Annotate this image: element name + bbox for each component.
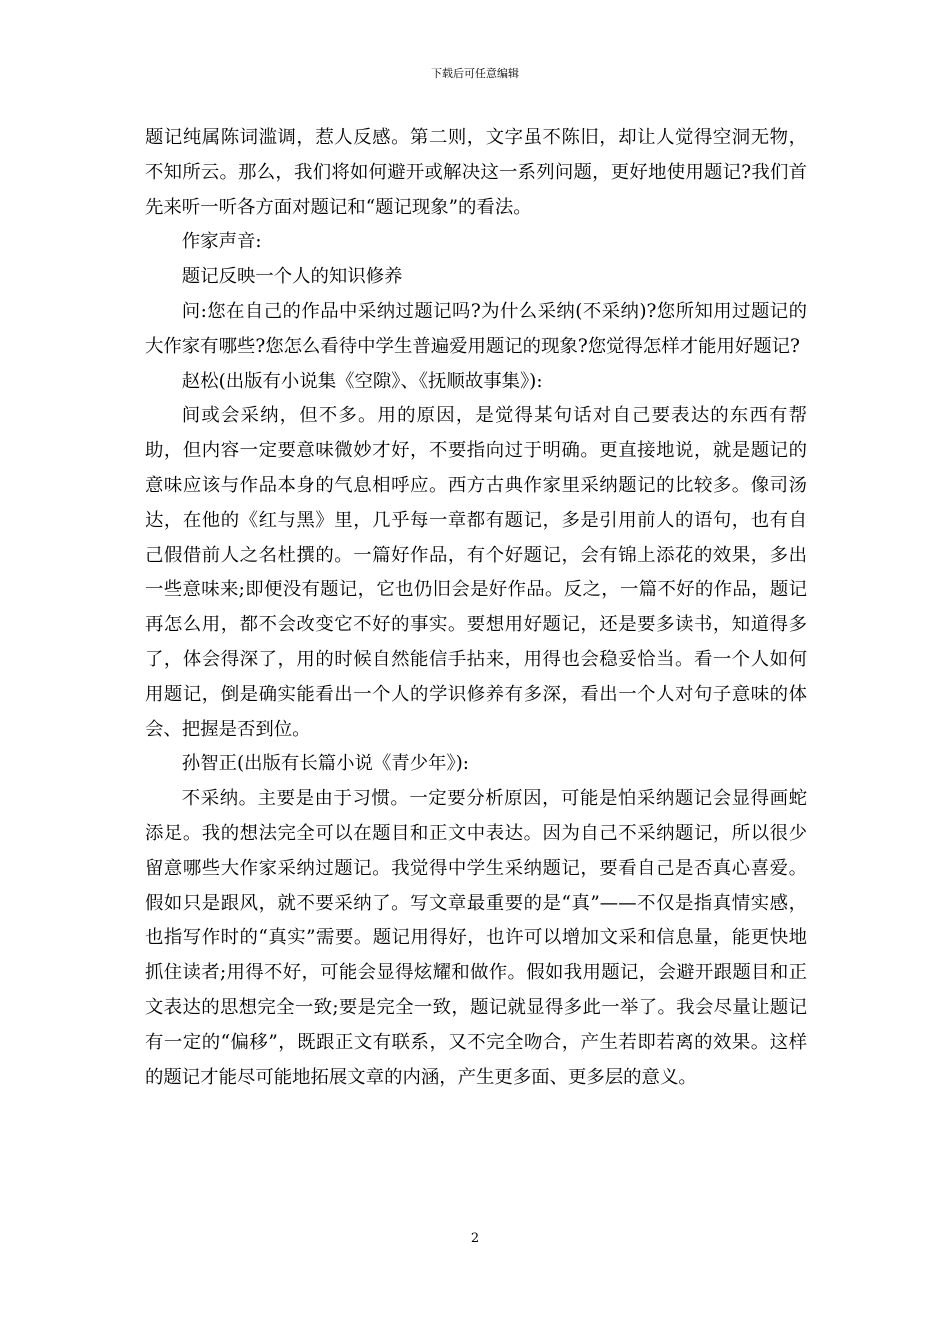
speaker-zhao-song: 赵松(出版有小说集《空隙》、《抚顺故事集》):: [181, 370, 543, 392]
document-body: [145, 121, 807, 1095]
paragraph-question: 问:您在自己的作品中采纳过题记吗?为什么采纳(不采纳)?您所知用过题记的大作家有哪些?您怎么看待中学生普遍爱用题记的现象?您觉得怎样才能用好题记?: [145, 300, 807, 357]
section-heading: 题记反映一个人的知识修养: [181, 266, 403, 288]
section-label-writer-voices: 作家声音:: [181, 231, 262, 253]
paragraph-intro-continuation: 题记纯属陈词滥调，惹人反感。第二则，文字虽不陈旧，却让人觉得空洞无物，不知所云。那么，我们将如何避开或解决这一系列问题，更好地使用题记?我们首先来听一听各方面对题记和“题记现象”的看法。: [145, 127, 807, 218]
page-header: 下载后可任意编辑: [431, 67, 519, 80]
paragraph-zhao-song-answer: 间或会采纳，但不多。用的原因，是觉得某句话对自己要表达的东西有帮助，但内容一定要意味微妙才好，不要指向过于明确。更直接地说，就是题记的意味应该与作品本身的气息相呼应。西方古典作家里采纳题记的比较多。像司汤达，在他的《红与黑》里，几乎每一章都有题记，多是引用前人的语句，也有自己假借前人之名杜撰的。一篇好作品，有个好题记，会有锦上添花的效果，多出一些意味来;即便没有题记，它也仍旧会是好作品。反之，一篇不好的作品，题记再怎么用，都不会改变它不好的事实。要想用好题记，还是要多读书，知道得多了，体会得深了，用的时候自然能信手拈来，用得也会稳妥恰当。看一个人如何用题记，倒是确实能看出一个人的学识修养有多深，看出一个人对句子意味的体会、把握是否到位。: [145, 405, 807, 740]
page-number: 2: [470, 1231, 480, 1246]
paragraph-sun-zhizheng-answer: 不采纳。主要是由于习惯。一定要分析原因，可能是怕采纳题记会显得画蛇添足。我的想法完全可以在题目和正文中表达。因为自己不采纳题记，所以很少留意哪些大作家采纳过题记。我觉得中学生采纳题记，要看自己是否真心喜爱。假如只是跟风，就不要采纳了。写文章最重要的是“真”——不仅是指真情实感，也指写作时的“真实”需要。题记用得好，也许可以增加文采和信息量，能更快地抓住读者;用得不好，可能会显得炫耀和做作。假如我用题记，会避开跟题目和正文表达的思想完全一致;要是完全一致，题记就显得多此一举了。我会尽量让题记有一定的“偏移”，既跟正文有联系，又不完全吻合，产生若即若离的效果。这样的题记才能尽可能地拓展文章的内涵，产生更多面、更多层的意义。: [145, 788, 807, 1088]
speaker-sun-zhizheng: 孙智正(出版有长篇小说《青少年》):: [181, 753, 470, 775]
